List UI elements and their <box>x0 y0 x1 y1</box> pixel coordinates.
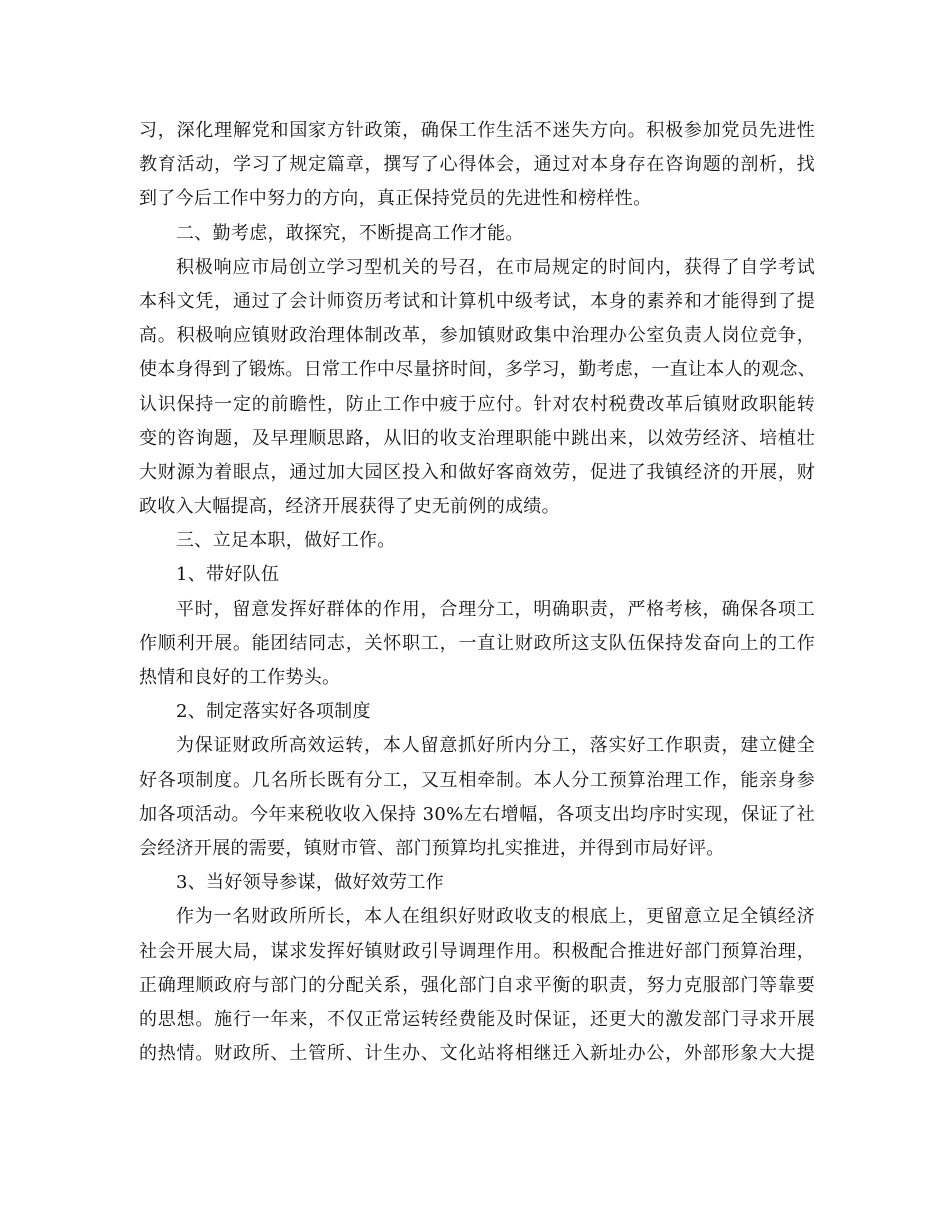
text-line: 习，深化理解党和国家方针政策，确保工作生活不迷失方向。积极参加党员先进性 <box>139 120 815 141</box>
text-line: 变的咨询题，及早理顺思路，从旧的收支治理职能中跳出来，以效劳经济、培植壮 <box>139 427 815 449</box>
text-line: 平时，留意发挥好群体的作用，合理分工，明确职责，严格考核，确保各项工 <box>176 598 815 620</box>
text-line: 高。积极响应镇财政治理体制改革，参加镇财政集中治理办公室负责人岗位竞争， <box>139 325 815 347</box>
text-line: 本科文凭，通过了会计师资历考试和计算机中级考试，本身的素养和才能得到了提 <box>139 290 815 312</box>
text-line: 3、当好领导参谋，做好效劳工作 <box>176 872 444 894</box>
text-line: 大财源为着眼点，通过加大园区投入和做好客商效劳，促进了我镇经济的开展，财 <box>139 461 815 483</box>
text-line: 的热情。财政所、土管所、计生办、文化站将相继迁入新址办公，外部形象大大提 <box>139 1043 815 1065</box>
text-line: 1、带好队伍 <box>176 564 280 586</box>
text-line: 正确理顺政府与部门的分配关系，强化部门自求平衡的职责，努力克服部门等靠要 <box>139 974 815 996</box>
text-line: 三、立足本职，做好工作。 <box>176 530 396 552</box>
text-line: 为保证财政所高效运转，本人留意抓好所内分工，落实好工作职责，建立健全 <box>176 735 815 757</box>
text-line: 教育活动，学习了规定篇章，撰写了心得体会，通过对本身存在咨询题的剖析，找 <box>139 154 815 176</box>
text-line: 会经济开展的需要，镇财市管、部门预算均扎实推进，并得到市局好评。 <box>139 837 725 859</box>
text-line: 社会开展大局，谋求发挥好镇财政引导调理作用。积极配合推进好部门预算治理， <box>139 940 815 962</box>
text-line: 使本身得到了锻炼。日常工作中尽量挤时间，多学习，勤考虑，一直让本人的观念、 <box>139 359 817 381</box>
text-line: 2、制定落实好各项制度 <box>176 701 371 723</box>
document-body <box>139 114 815 1071</box>
text-line: 到了今后工作中努力的方向，真正保持党员的先进性和榜样性。 <box>139 188 652 210</box>
text-line: 二、勤考虑，敢探究，不断提高工作才能。 <box>176 222 524 244</box>
text-line: 热情和良好的工作势头。 <box>139 667 341 688</box>
text-line: 政收入大幅提高，经济开展获得了史无前例的成绩。 <box>139 496 560 518</box>
text-line: 积极响应市局创立学习型机关的号召，在市局规定的时间内，获得了自学考试 <box>176 256 815 278</box>
text-line: 的思想。施行一年来，不仅正常运转经费能及时保证，还更大的激发部门寻求开展 <box>139 1008 815 1030</box>
text-line: 作为一名财政所所长，本人在组织好财政收支的根底上，更留意立足全镇经济 <box>176 906 815 928</box>
text-line: 好各项制度。几名所长既有分工，又互相牵制。本人分工预算治理工作，能亲身参 <box>139 769 815 791</box>
text-line: 作顺利开展。能团结同志，关怀职工，一直让财政所这支队伍保持发奋向上的工作 <box>139 632 815 654</box>
text-line: 加各项活动。今年来税收收入保持 30%左右增幅，各项支出均序时实现，保证了社 <box>139 803 815 825</box>
text-line: 认识保持一定的前瞻性，防止工作中疲于应付。针对农村税费改革后镇财政职能转 <box>139 393 815 415</box>
